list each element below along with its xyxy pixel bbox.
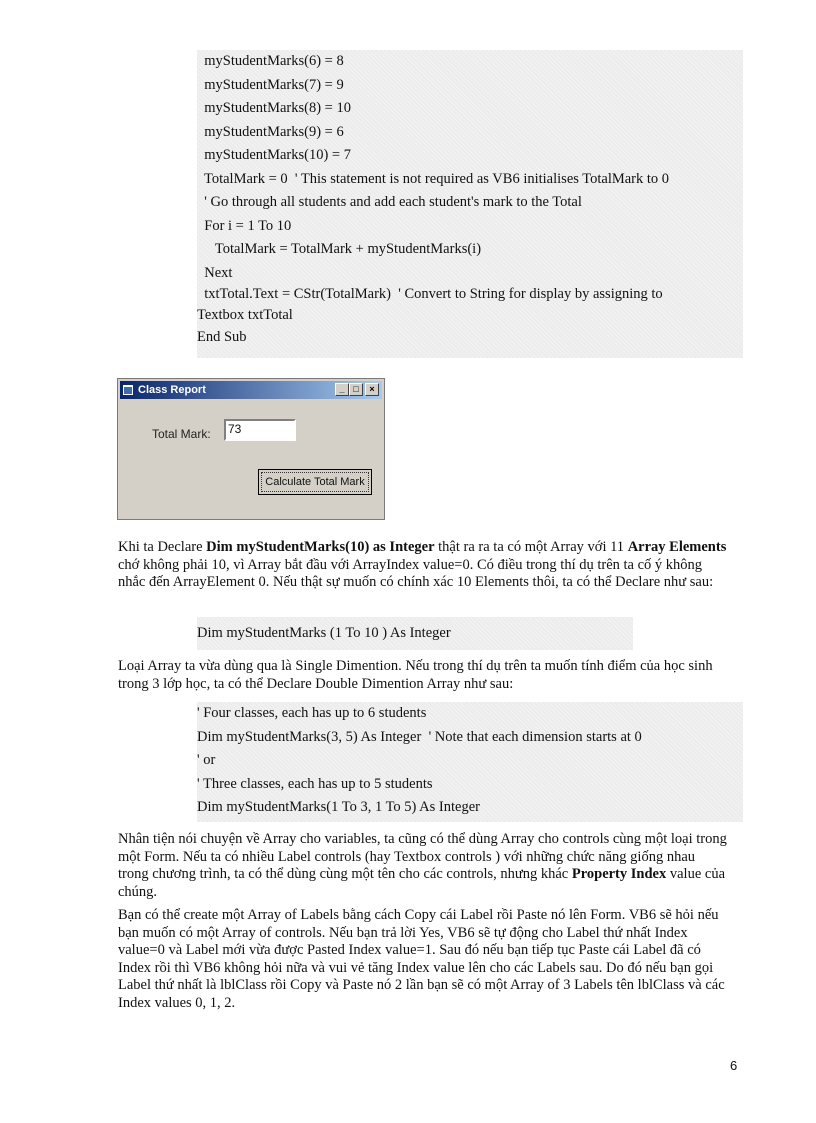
paragraph-array-declare	[118, 539, 728, 592]
code-line: TotalMark = 0 ' This statement is not required as VB6 initialises TotalMark to 0	[197, 170, 670, 187]
code-line: ' Three classes, each has up to 5 students	[197, 775, 433, 792]
minimize-button[interactable]: _	[335, 383, 349, 396]
text-run: value của chúng.	[118, 866, 726, 900]
code-line: For i = 1 To 10	[197, 217, 292, 234]
maximize-button[interactable]: □	[349, 383, 363, 396]
form-icon	[123, 385, 133, 395]
total-mark-label: Total Mark:	[152, 427, 211, 441]
bold-run: Dim myStudentMarks(10) as Integer	[206, 539, 435, 555]
total-mark-textbox[interactable]: 73	[224, 419, 296, 441]
text-run: thật ra ra ta có một Array với 11	[434, 539, 628, 555]
code-line: End Sub	[197, 329, 247, 345]
paragraph-single-dimention: Loại Array ta vừa dùng qua là Single Dimention. Nếu trong thí dụ trên ta muốn tính điểm của học sinh trong 3 lớp học, ta có thể Declare Double Dimention Array như sau:	[118, 658, 713, 692]
paragraph-label-array: Bạn có thể create một Array of Labels bằng cách Copy cái Label rồi Paste nó lên Form. VB6 sẽ hỏi nếu bạn muốn có một Array of controls. Nếu bạn trả lời Yes, VB6 sẽ tự động cho Label thứ nhất Index value=0 và Label mới vừa được Pasted Index value=1. Sau đó nếu bạn tiếp tục Paste cái Label đã có Index rồi thì VB6 không hỏi nữa và vui vẻ tăng Index value lên cho các Labels sau. Do đó nếu bạn gọi Label thứ nhất là lblClass rồi Copy và Paste nó 2 lần bạn sẽ có một Array of 3 Labels tên lblClass và các Index values 0, 1, 2.	[118, 907, 725, 1011]
text-run: Khi ta Declare	[118, 539, 207, 555]
code-line: ' Four classes, each has up to 6 students	[197, 705, 427, 721]
code-line: myStudentMarks(10) = 7	[197, 147, 351, 163]
code-line: myStudentMarks(7) = 9	[197, 76, 344, 93]
text-run: Nhân tiện nói chuyện về Array cho variables, ta cũng có thể dùng Array cho controls cùng một loại trong một Form. Nếu ta có nhiều Label controls (hay Textbox controls ) với những chức năng giống nhau trong chương trình, ta có thể dùng cùng một tên cho các controls, nhưng khác	[118, 831, 727, 883]
code-line: Dim myStudentMarks(3, 5) As Integer ' Note that each dimension starts at 0	[197, 728, 642, 745]
paragraph-control-arrays	[118, 831, 728, 901]
code-line: TotalMark = TotalMark + myStudentMarks(i)	[197, 241, 482, 257]
code-line: txtTotal.Text = CStr(TotalMark) ' Convert to String for display by assigning to	[197, 286, 663, 302]
code-line: myStudentMarks(9) = 6	[197, 123, 344, 140]
window-titlebar	[120, 381, 382, 399]
code-line: myStudentMarks(6) = 8	[197, 53, 344, 69]
code-line: myStudentMarks(8) = 10	[197, 100, 351, 116]
code-block-2	[197, 617, 633, 650]
calculate-total-button[interactable]	[258, 469, 372, 495]
text-run: chớ không phải 10, vì Array bắt đầu với ArrayIndex value=0. Có điều trong thí dụ trên ta cố ý không nhắc đến ArrayElement 0. Nếu thật sự muốn có chính xác 10 Elements thôi, ta có thể Declare như sau:	[118, 556, 714, 591]
bold-run: Array Elements	[627, 539, 727, 555]
code-line: ' Go through all students and add each student's mark to the Total	[197, 194, 582, 210]
calculate-total-button-label: Calculate Total Mark	[261, 472, 369, 492]
close-button[interactable]: ×	[365, 383, 379, 396]
window-title: Class Report	[138, 384, 206, 396]
code-line: Dim myStudentMarks(1 To 3, 1 To 5) As Integer	[197, 799, 480, 815]
class-report-window	[117, 378, 385, 520]
code-line: Next	[197, 264, 233, 281]
code-line: ' or	[197, 752, 216, 768]
page-number: 6	[730, 1058, 738, 1073]
code-line: Dim myStudentMarks (1 To 10 ) As Integer	[197, 625, 451, 641]
bold-run: Property Index	[571, 866, 667, 883]
code-block-1	[197, 50, 743, 358]
code-block-3	[197, 702, 743, 822]
code-line: Textbox txtTotal	[197, 307, 293, 323]
